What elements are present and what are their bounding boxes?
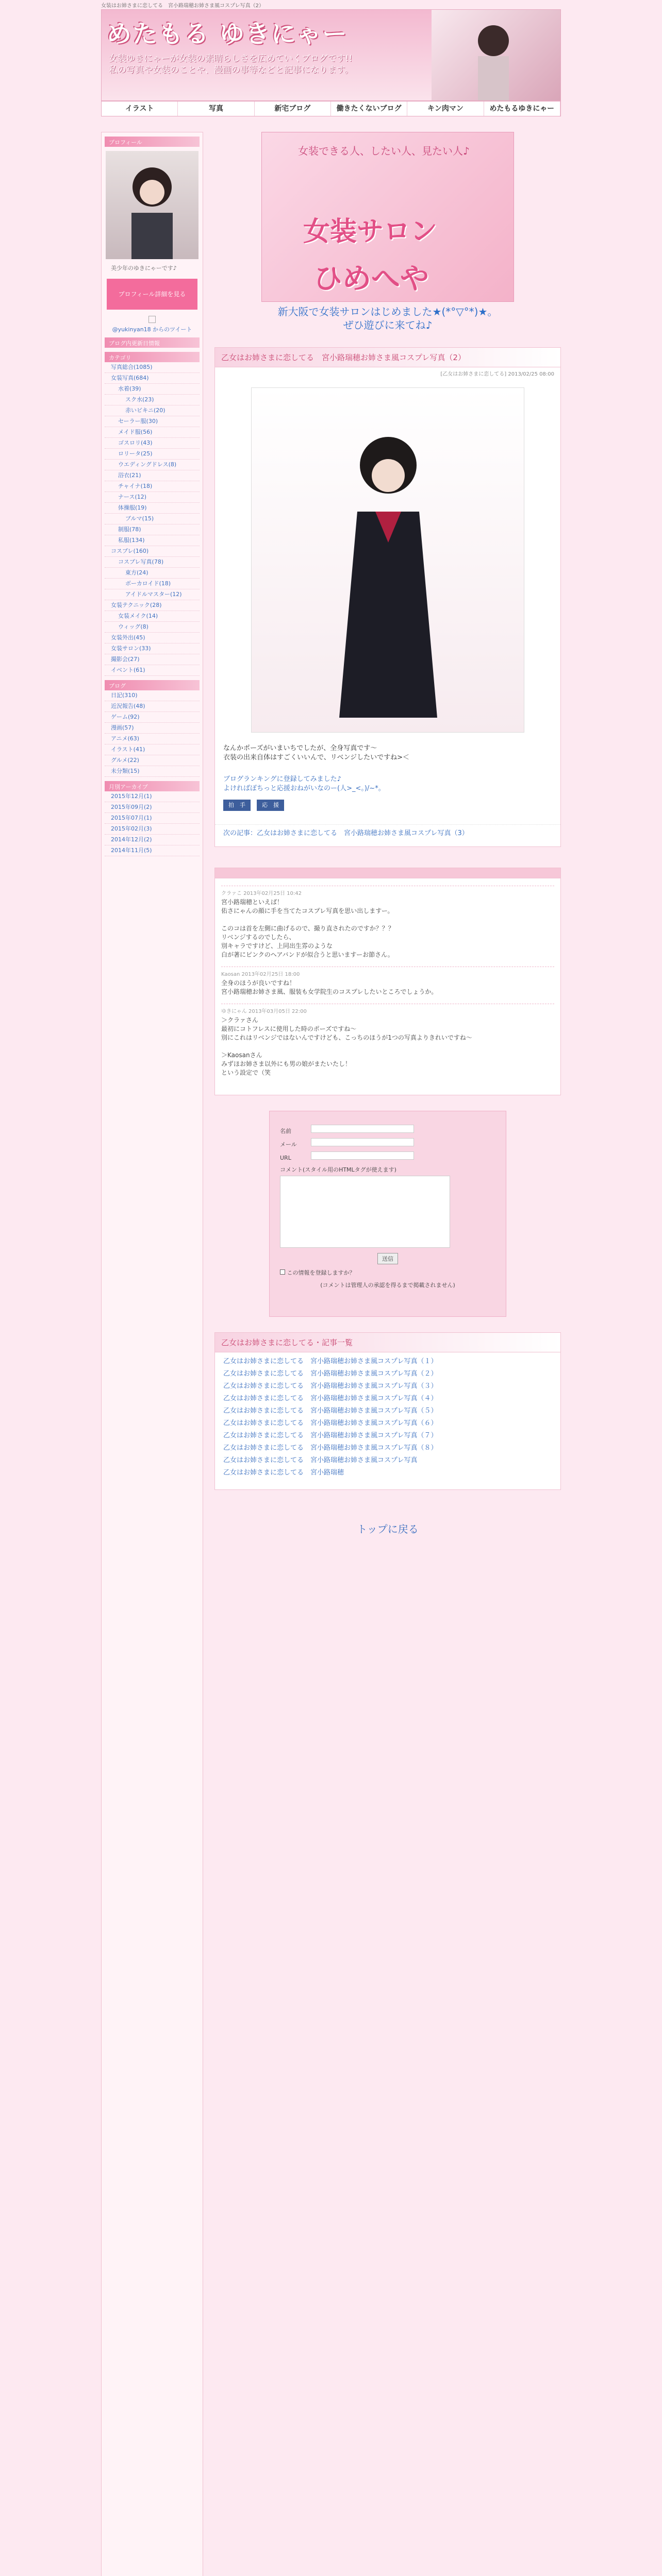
cosplay-photo-icon [252,388,525,733]
salon-banner[interactable] [261,132,514,302]
comment-label: コメント(スタイル用のHTMLタグが使えます) [280,1166,396,1173]
comment-meta: Kaosan 2013年02月25日 18:00 [221,972,300,977]
comment-text: 全身のほうが良いですね！ 宮小路瑞穂お姉さま風、服装も女学院生のコスプレしたいところでしょうか。 [221,979,438,995]
nav-item[interactable]: キン肉マン [407,101,484,116]
category-item[interactable]: 撮影会(27) [105,654,200,665]
category-item[interactable]: ゴスロリ(43) [105,438,200,449]
comment-list [215,886,560,1077]
twitter-link[interactable]: @yukinyan18 からのツイート [112,326,192,333]
blog-tagline: 女装ゆきにゃーが女装の素晴らしさを広めていくブログです!! 私の写真や女装のことや、漫画の事等などと記事になります。 [109,54,354,75]
banner-subtitle: 女装できる人、したい人、見たい人♪ [298,145,470,157]
comment-text: ＞クラァさん 最初にコトフレスに使用した時のポーズですね〜 別にこれはリベンジではないんですけども、こっちのほうが1つの写真よりきれいですね〜 ＞Kaosanさん みずほお姉さま以外にも男の娘がまたいたし！ という設定で（笑 [221,1016,472,1076]
name-label: 名前 [280,1128,291,1134]
category-item[interactable]: アイドルマスター(12) [105,589,200,600]
banner-salon-name: ひめへや [313,262,429,296]
category-item[interactable]: 私服(134) [105,535,200,546]
category-heading: カテゴリ [105,352,200,362]
archive-item[interactable]: 2015年12月(1) [105,791,200,802]
blog-category-item[interactable]: 漫画(57) [105,723,200,734]
archive-item[interactable]: 2014年12月(2) [105,835,200,845]
comment-meta: クラァこ 2013年02月25日 10:42 [221,891,302,896]
post-body: なんかポーズがいまいちでしたが、全身写真です〜 衣装の出来自体はすごくいいんで、リベンジしたいですね>＜ [223,744,410,761]
category-item[interactable]: ボーカロイド(18) [105,579,200,589]
name-input[interactable] [311,1125,414,1133]
related-post-link[interactable]: 乙女はお姉さまに恋してる 宮小路瑞穂お姉さま風コスプレ写真（８） [223,1444,438,1452]
approval-note: (コメントは管理人の承認を得るまで掲載されません) [320,1282,455,1289]
remember-checkbox[interactable] [280,1269,285,1275]
category-item[interactable]: 女装サロン(33) [105,643,200,654]
category-item[interactable]: メイド服(56) [105,427,200,438]
blog-category-item[interactable]: 近況報告(48) [105,701,200,712]
twitter-icon [148,316,156,323]
blog-category-item[interactable]: 日記(310) [105,690,200,701]
related-post-link[interactable]: 乙女はお姉さまに恋してる 宮小路瑞穂お姉さま風コスプレ写真（５） [223,1407,438,1415]
support-button[interactable]: 応 援 [257,800,284,811]
category-item[interactable]: 赤いビキニ(20) [105,405,200,416]
archive-item[interactable]: 2015年09月(2) [105,802,200,813]
remember-label: この情報を登録しますか？ [287,1269,355,1276]
new-info-heading: ブログ内更新日情報 [105,337,200,348]
blog-category-item[interactable]: 未分類(15) [105,766,200,777]
blog-category-item[interactable]: イラスト(41) [105,744,200,755]
url-label: URL [280,1155,291,1161]
header-photo [432,10,560,101]
page-breadcrumb: 女装はお姉さまに恋してる 宮小路瑞穂お姉さま風コスプレ写真（2） [101,3,264,8]
post-category[interactable]: [乙女はお姉さまに恋してる] [440,371,507,377]
submit-button[interactable]: 送信 [377,1253,398,1264]
category-item[interactable]: 写真総合(1085) [105,362,200,373]
comment [221,1004,554,1077]
related-post-link[interactable]: 乙女はお姉さまに恋してる 宮小路瑞穂お姉さま風コスプレ写真（４） [223,1395,438,1402]
blog-category-item[interactable]: グルメ(22) [105,755,200,766]
mail-input[interactable] [311,1138,414,1146]
nav-item[interactable]: 新宅ブログ [255,101,331,116]
post-date: 2013/02/25 08:00 [508,371,554,377]
related-post-link[interactable]: 乙女はお姉さまに恋してる 宮小路瑞穂 [223,1469,344,1477]
url-input[interactable] [311,1151,414,1160]
category-item[interactable]: 女装写真(684) [105,373,200,384]
comment-meta: ゆきにゃん 2013年03月05日 22:00 [221,1009,307,1014]
category-item[interactable]: 体操服(19) [105,503,200,514]
blog-logo[interactable]: めたもる ゆきにゃー [107,20,348,48]
comment [221,967,554,996]
global-nav [101,101,561,116]
profile-heading: プロフィール [105,137,200,147]
related-post-link[interactable]: 乙女はお姉さまに恋してる 宮小路瑞穂お姉さま風コスプレ写真（３） [223,1382,438,1390]
nav-item[interactable]: イラスト [102,101,178,116]
related-post-link[interactable]: 乙女はお姉さまに恋してる 宮小路瑞穂お姉さま風コスプレ写真（６） [223,1419,438,1427]
banner-title: 女装サロン [303,216,438,247]
comment-text: 宮小路瑞穂といえば！ 佑さにゃんの顔に手を当てたコスプレ写真を思い出しますー。 このコは首を左側に曲げるので、撮り直されたのですか？？？ リベンジするのでしたら、 別キャラですけど、上同出生雰のような 白が著にピンクのヘアバンドが似合うと思いますーお節さん。 [221,899,394,958]
next-post-link[interactable]: 次の記事：乙女はお姉さまに恋してる 宮小路瑞穂お姉さま風コスプレ写真（3） [215,824,560,841]
clap-button[interactable]: 拍 手 [223,800,251,811]
category-item[interactable]: ロリータ(25) [105,449,200,460]
related-posts [214,1332,561,1490]
comment-textarea[interactable] [280,1176,450,1248]
archive-item[interactable]: 2015年02月(3) [105,824,200,835]
blog-heading: ブログ [105,680,200,690]
archive-list [105,791,200,856]
category-item[interactable]: 女装メイク(14) [105,611,200,622]
profile-more-button[interactable]: プロフィール詳細を見る [107,279,197,310]
category-item[interactable]: スク水(23) [105,395,200,405]
banner-caption[interactable]: 新大阪で女装サロンはじめました★(*°▽°*)★。 ぜひ遊びに来てね♪ [277,306,498,331]
comment-form [269,1111,506,1317]
category-item[interactable]: コスプレ(160) [105,546,200,557]
category-item[interactable]: ナース(12) [105,492,200,503]
archive-heading: 月別アーカイブ [105,781,200,791]
comments-section [214,868,561,1095]
category-item[interactable]: ウエディングドレス(8) [105,460,200,470]
profile-avatar[interactable] [106,151,198,259]
archive-item[interactable]: 2014年11月(5) [105,845,200,856]
related-post-link[interactable]: 乙女はお姉さまに恋してる 宮小路瑞穂お姉さま風コスプレ写真 [223,1456,418,1464]
blog-post [214,347,561,847]
sidebar [101,132,203,2576]
category-item[interactable]: 浴衣(21) [105,470,200,481]
category-item[interactable]: ウィッグ(8) [105,622,200,633]
blog-header [101,9,561,101]
blog-category-item[interactable]: アニメ(63) [105,734,200,744]
related-heading: 乙女はお姉さまに恋してる・記事一覧 [215,1333,560,1352]
category-item[interactable]: イベント(61) [105,665,200,676]
back-to-top-link[interactable]: トップに戻る [357,1523,419,1535]
category-item[interactable]: チャイナ(18) [105,481,200,492]
archive-item[interactable]: 2015年07月(1) [105,813,200,824]
ranking-text[interactable]: ブログランキングに登録してみました♪ よければぽちっと応援おねがいなのー(人>_<。)/~*。 [223,775,385,792]
person-photo-icon [432,10,560,101]
related-post-link[interactable]: 乙女はお姉さまに恋してる 宮小路瑞穂お姉さま風コスプレ写真（７） [223,1432,438,1439]
comment [221,886,554,959]
category-item[interactable]: 東方(24) [105,568,200,579]
category-item[interactable]: コスプレ写真(78) [105,557,200,568]
nav-item[interactable]: 働きたくないブログ [331,101,407,116]
nav-item[interactable]: めたもるゆきにゃー [484,101,560,116]
blog-category-item[interactable]: ゲーム(92) [105,712,200,723]
category-item[interactable]: 制服(78) [105,524,200,535]
post-photo[interactable] [251,387,524,733]
blog-list [105,690,200,777]
category-item[interactable]: 女装外出(45) [105,633,200,643]
main-content [214,132,561,2576]
category-item[interactable]: 水着(39) [105,384,200,395]
category-item[interactable]: ブルマ(15) [105,514,200,524]
related-post-link[interactable]: 乙女はお姉さまに恋してる 宮小路瑞穂お姉さま風コスプレ写真（２） [223,1370,438,1378]
profile-name: 美少年のゆきにゃーです♪ [111,265,177,272]
avatar-icon [106,151,198,259]
post-title[interactable]: 乙女はお姉さまに恋してる 宮小路瑞穂お姉さま風コスプレ写真（2） [215,348,560,367]
related-post-link[interactable]: 乙女はお姉さまに恋してる 宮小路瑞穂お姉さま風コスプレ写真（１） [223,1358,438,1365]
category-list [105,362,200,676]
related-list [215,1355,560,1479]
category-item[interactable]: セーラー服(30) [105,416,200,427]
mail-label: メール [280,1141,297,1148]
nav-item[interactable]: 写真 [178,101,254,116]
category-item[interactable]: 女装テクニック(28) [105,600,200,611]
